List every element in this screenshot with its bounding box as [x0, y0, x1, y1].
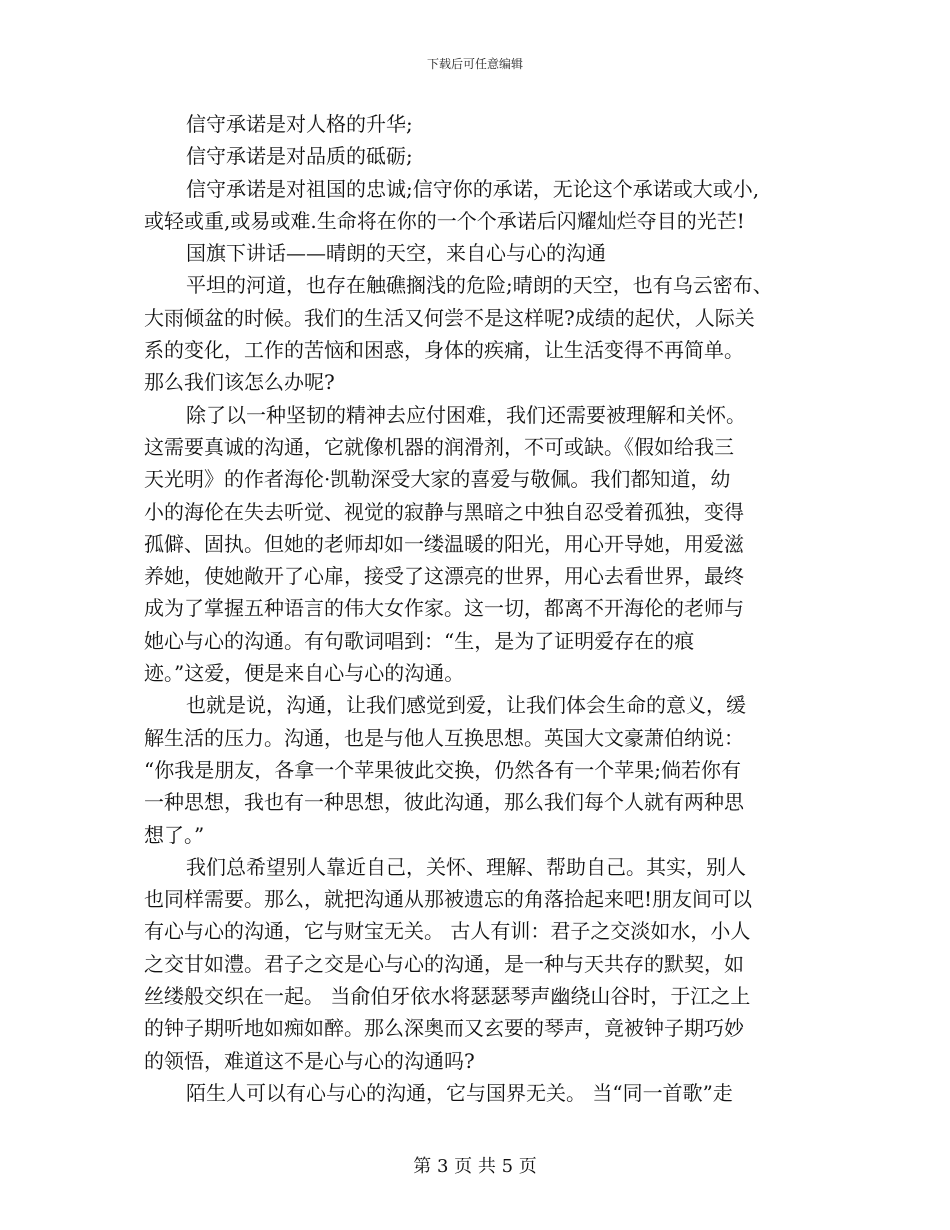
text-line: 的领悟，难道这不是心与心的沟通吗? [144, 1048, 475, 1073]
text-line: 小的海伦在失去听觉、视觉的寂静与黑暗之中独自忍受着孤独，变得 [144, 499, 744, 524]
text-line: 陌生人可以有心与心的沟通，它与国界无关。 当“同一首歌”走 [186, 1080, 733, 1105]
text-line: 也同样需要。那么，就把沟通从那被遗忘的角落拾起来吧!朋友间可以 [144, 887, 753, 912]
text-line: 那么我们该怎么办呢? [144, 370, 335, 395]
text-line: 也就是说，沟通，让我们感觉到爱，让我们体会生命的意义，缓 [186, 693, 746, 718]
text-line: 迹。”这爱，便是来自心与心的沟通。 [144, 661, 465, 686]
page-header: 下载后可任意编辑 [426, 57, 523, 71]
text-line: 的钟子期听地如痴如醉。那么深奥而又玄要的琴声，竟被钟子期巧妙 [144, 1016, 744, 1041]
text-line: 有心与心的沟通，它与财宝无关。 古人有训：君子之交淡如水，小人 [144, 919, 751, 944]
text-line: 想了。” [144, 822, 205, 847]
text-line: 一种思想，我也有一种思想，彼此沟通，那么我们每个人就有两种思 [144, 790, 744, 815]
text-line: 或轻或重,或易或难.生命将在你的一个个承诺后闪耀灿烂夺目的光芒! [144, 208, 745, 233]
text-line: 解生活的压力。沟通，也是与他人互换思想。英国大文豪萧伯纳说： [144, 725, 744, 750]
text-line: 成为了掌握五种语言的伟大女作家。这一切，都离不开海伦的老师与 [144, 596, 744, 621]
text-line: 之交甘如澧。君子之交是心与心的沟通，是一种与天共存的默契，如 [144, 951, 744, 976]
text-line: 大雨倾盆的时候。我们的生活又何尝不是这样呢?成绩的起伏，人际关 [144, 305, 755, 330]
text-line: 孤僻、固执。但她的老师却如一缕温暖的阳光，用心开导她，用爱滋 [144, 531, 744, 556]
text-line: 信守承诺是对品质的砥砺; [186, 144, 413, 169]
text-line: 信守承诺是对祖国的忠诚;信守你的承诺，无论这个承诺或大或小, [186, 176, 760, 201]
page-footer: 第 3 页 共 5 页 [413, 1156, 537, 1177]
text-line: 养她，使她敞开了心扉，接受了这漂亮的世界，用心去看世界，最终 [144, 564, 744, 589]
text-line: 平坦的河道，也存在触礁搁浅的危险;晴朗的天空，也有乌云密布、 [186, 273, 773, 298]
text-line: 丝缕般交织在一起。 当俞伯牙依水将瑟瑟琴声幽绕山谷时，于江之上 [144, 984, 751, 1009]
text-line: 国旗下讲话——晴朗的天空，来自心与心的沟通 [186, 241, 606, 266]
text-line: 我们总希望别人靠近自己，关怀、理解、帮助自己。其实，别人 [186, 854, 746, 879]
text-line: 除了以一种坚韧的精神去应付困难，我们还需要被理解和关怀。 [186, 402, 746, 427]
text-line: 这需要真诚的沟通，它就像机器的润滑剂，不可或缺。《假如给我三 [144, 434, 734, 459]
text-line: 她心与心的沟通。有句歌词唱到：“生，是为了证明爱存在的痕 [144, 628, 695, 653]
document-body [144, 108, 814, 1109]
text-line: “你我是朋友，各拿一个苹果彼此交换，仍然各有一个苹果;倘若你有 [144, 757, 741, 782]
text-line: 系的变化，工作的苦恼和困惑，身体的疾痛，让生活变得不再简单。 [144, 338, 744, 363]
text-line: 信守承诺是对人格的升华; [186, 112, 413, 136]
text-line: 天光明》的作者海伦·凯勒深受大家的喜爱与敬佩。我们都知道，幼 [144, 467, 731, 492]
